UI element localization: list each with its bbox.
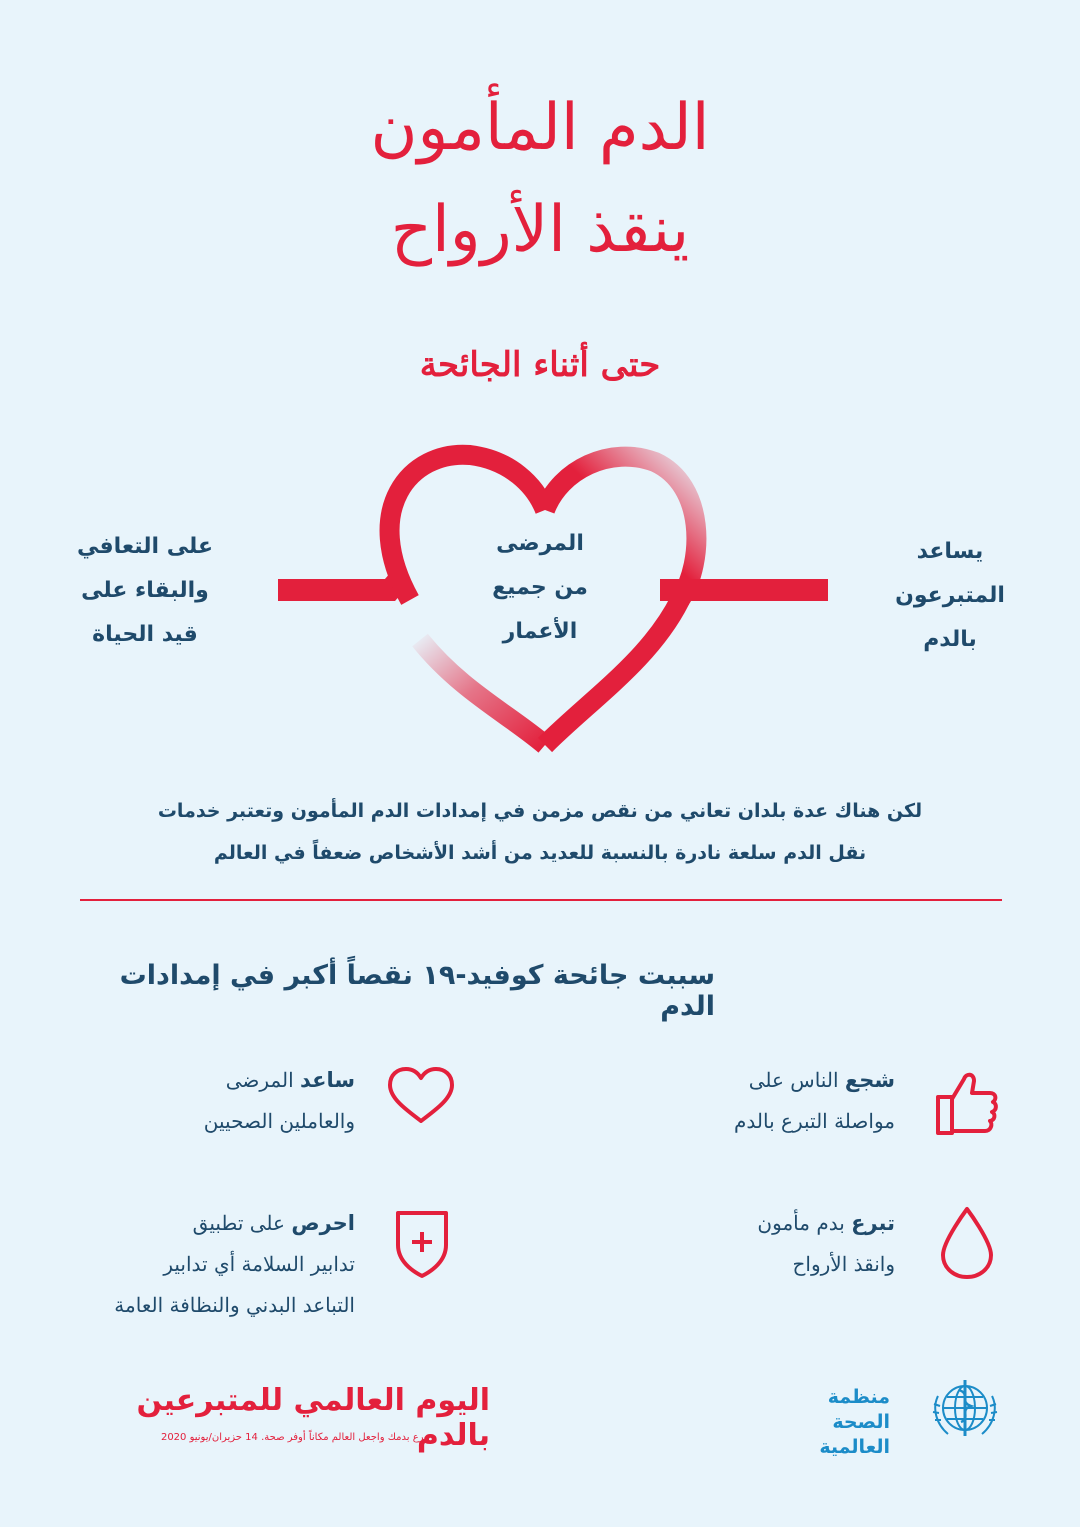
action-rest: على تطبيق: [192, 1211, 285, 1235]
action-encourage: [610, 1060, 895, 1142]
action-bold: احرص: [291, 1211, 355, 1235]
action-line: تدابير السلامة أي تدابير: [163, 1252, 355, 1276]
heart-left-text: [60, 525, 230, 657]
who-name: [770, 1385, 890, 1460]
action-safety: [40, 1203, 355, 1326]
right-text-line: بالدم: [923, 627, 977, 652]
thumbs-up-icon: [930, 1065, 1000, 1140]
right-text-line: يساعد: [916, 539, 984, 564]
action-bold: ساعد: [299, 1068, 355, 1092]
paragraph-line: لكن هناك عدة بلدان تعاني من نقص مزمن في إمدادات الدم المأمون وتعتبر خدمات: [157, 800, 923, 822]
heart-right-text: [870, 530, 1030, 662]
left-text-line: والبقاء على: [81, 578, 209, 603]
action-bold: شجع: [844, 1068, 895, 1092]
center-text-line: الأعمار: [502, 619, 578, 644]
action-line: مواصلة التبرع بالدم: [734, 1109, 895, 1133]
who-name-line: منظمة: [827, 1386, 890, 1408]
heart-outline-icon: [385, 1065, 457, 1127]
who-name-line: الصحة العالمية: [819, 1411, 890, 1458]
blood-drop-icon: [937, 1205, 997, 1280]
action-rest: الناس على: [748, 1068, 839, 1092]
action-line: والعاملين الصحيين: [203, 1109, 355, 1133]
campaign-title: اليوم العالمي للمتبرعين بالدم: [136, 1383, 490, 1453]
action-donate: [610, 1203, 895, 1285]
who-emblem-icon: [928, 1376, 1002, 1444]
paragraph-line: نقل الدم سلعة نادرة بالنسبة للعديد من أشد الأشخاص ضعفاً في العالم: [213, 842, 867, 864]
center-text-line: المرضى: [496, 531, 584, 556]
action-line: التباعد البدني والنظافة العامة: [114, 1293, 355, 1317]
divider: [80, 899, 1002, 901]
left-text-line: قيد الحياة: [92, 622, 198, 647]
heart-center-text: [460, 522, 620, 654]
left-text-line: على التعافي: [76, 534, 214, 559]
right-text-line: المتبرعون: [895, 583, 1005, 608]
action-rest: المرضى: [225, 1068, 294, 1092]
shortage-paragraph: [0, 790, 1080, 874]
action-rest: بدم مأمون: [757, 1211, 845, 1235]
action-help: [100, 1060, 355, 1142]
heart-left-side: [420, 640, 545, 745]
covid-headline: سببت جائحة كوفيد-١٩ نقصاً أكبر في إمدادات الدم: [119, 960, 715, 1022]
center-text-line: من جميع: [492, 575, 588, 600]
pulse-line-left: [278, 576, 402, 590]
subtitle: حتى أثناء الجائحة: [419, 345, 661, 385]
campaign-tagline: تبرع بدمك واجعل العالم مكاناً أوفر صحة. 14 حزيران/يونيو 2020: [160, 1432, 430, 1443]
shield-plus-icon: [392, 1205, 452, 1280]
title-line-1: الدم المأمون: [370, 91, 710, 165]
title-line-2: ينقذ الأرواح: [390, 193, 690, 267]
action-line: وانقذ الأرواح: [792, 1252, 895, 1276]
action-bold: تبرع: [851, 1211, 895, 1235]
